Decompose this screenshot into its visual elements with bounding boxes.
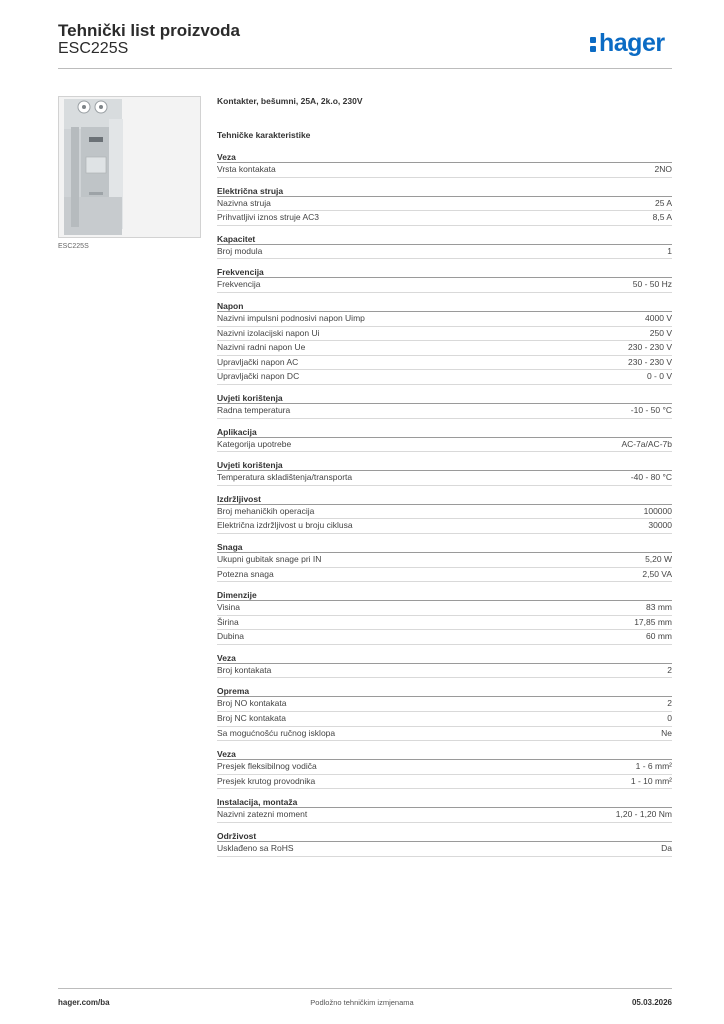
- spec-section: [217, 186, 672, 226]
- section-title: Aplikacija: [217, 427, 672, 438]
- footer-website[interactable]: hager.com/ba: [58, 998, 110, 1007]
- spec-label: Sa mogućnošću ručnog isklopa: [217, 727, 336, 738]
- spec-label: Upravljački napon DC: [217, 371, 300, 382]
- spec-section: [217, 797, 672, 823]
- spec-section: [217, 749, 672, 789]
- spec-label: Upravljački napon AC: [217, 356, 299, 367]
- spec-row: [217, 553, 672, 568]
- section-title: Snaga: [217, 542, 672, 553]
- spec-label: Visina: [217, 602, 240, 613]
- image-caption: ESC225S: [58, 243, 89, 250]
- spec-row: [217, 842, 672, 857]
- spec-value: 1,20 - 1,20 Nm: [615, 809, 672, 820]
- section-title: Uvjeti korištenja: [217, 460, 672, 471]
- spec-row: [217, 356, 672, 371]
- spec-row: [217, 568, 672, 583]
- spec-value: 5,20 W: [645, 553, 672, 564]
- spec-value: 2,50 VA: [642, 568, 672, 579]
- spec-value: Ne: [661, 727, 672, 738]
- spec-section: [217, 494, 672, 534]
- spec-row: [217, 775, 672, 790]
- spec-row: [217, 327, 672, 342]
- spec-label: Nazivni zatezni moment: [217, 809, 308, 820]
- spec-section: [217, 590, 672, 645]
- spec-label: Broj NO kontakata: [217, 698, 287, 709]
- spec-section: [217, 831, 672, 857]
- spec-row: [217, 697, 672, 712]
- spec-label: Nazivna struja: [217, 197, 271, 208]
- spec-label: Kategorija upotrebe: [217, 438, 292, 449]
- spec-row: [217, 616, 672, 631]
- footer-date: 05.03.2026: [631, 998, 672, 1007]
- spec-section: [217, 393, 672, 419]
- spec-row: [217, 505, 672, 520]
- spec-value: AC-7a/AC-7b: [621, 438, 672, 449]
- contactor-illustration: [59, 97, 200, 237]
- spec-row: [217, 278, 672, 293]
- section-title: Električna struja: [217, 186, 672, 197]
- section-title: Dimenzije: [217, 590, 672, 601]
- section-title: Instalacija, montaža: [217, 797, 672, 808]
- spec-value: 0: [667, 713, 672, 724]
- section-title: Napon: [217, 301, 672, 312]
- spec-label: Potezna snaga: [217, 568, 274, 579]
- spec-section: [217, 542, 672, 582]
- spec-label: Presjek fleksibilnog vodiča: [217, 761, 317, 772]
- spec-value: 50 - 50 Hz: [632, 279, 672, 290]
- spec-section: [217, 267, 672, 293]
- spec-row: [217, 211, 672, 226]
- spec-row: [217, 664, 672, 679]
- spec-label: Presjek krutog provodnika: [217, 775, 316, 786]
- spec-value: Da: [661, 843, 672, 854]
- logo-dots-icon: [590, 32, 597, 54]
- footer-divider: [58, 988, 672, 989]
- spec-section: [217, 427, 672, 453]
- section-title: Izdržljivost: [217, 494, 672, 505]
- section-title: Uvjeti korištenja: [217, 393, 672, 404]
- spec-row: [217, 438, 672, 453]
- product-code: ESC225S: [58, 40, 129, 57]
- section-title: Kapacitet: [217, 234, 672, 245]
- spec-value: 230 - 230 V: [628, 356, 672, 367]
- spec-section: [217, 234, 672, 260]
- spec-value: 83 mm: [646, 602, 672, 613]
- spec-row: [217, 630, 672, 645]
- spec-value: 1: [667, 245, 672, 256]
- spec-value: 100000: [643, 505, 672, 516]
- spec-value: 60 mm: [646, 631, 672, 642]
- spec-row: [217, 197, 672, 212]
- spec-label: Usklađeno sa RoHS: [217, 843, 294, 854]
- spec-row: [217, 341, 672, 356]
- section-title: Oprema: [217, 686, 672, 697]
- spec-label: Širina: [217, 616, 239, 627]
- spec-value: 250 V: [649, 327, 672, 338]
- spec-label: Električna izdržljivost u broju ciklusa: [217, 520, 353, 531]
- spec-value: 4000 V: [645, 312, 672, 323]
- spec-value: -40 - 80 °C: [630, 472, 672, 483]
- spec-value: -10 - 50 °C: [630, 404, 672, 415]
- spec-value: 2: [667, 664, 672, 675]
- spec-section: [217, 301, 672, 385]
- spec-section: [217, 460, 672, 486]
- section-title: Frekvencija: [217, 267, 672, 278]
- product-image: [58, 96, 201, 238]
- spec-label: Broj mehaničkih operacija: [217, 505, 315, 516]
- spec-label: Broj modula: [217, 245, 263, 256]
- spec-row: [217, 519, 672, 534]
- spec-value: 230 - 230 V: [628, 342, 672, 353]
- spec-row: [217, 808, 672, 823]
- spec-label: Frekvencija: [217, 279, 261, 290]
- spec-value: 30000: [648, 520, 672, 531]
- logo-text: hager: [599, 28, 665, 57]
- spec-label: Temperatura skladištenja/transporta: [217, 472, 353, 483]
- spec-value: 17,85 mm: [634, 616, 672, 627]
- spec-row: [217, 760, 672, 775]
- spec-label: Prihvatljivi iznos struje AC3: [217, 212, 320, 223]
- spec-label: Nazivni izolacijski napon Ui: [217, 327, 320, 338]
- tech-heading: Tehničke karakteristike: [217, 130, 311, 140]
- spec-row: [217, 601, 672, 616]
- spec-value: 25 A: [654, 197, 672, 208]
- spec-label: Broj kontakata: [217, 664, 272, 675]
- section-title: Veza: [217, 152, 672, 163]
- spec-label: Ukupni gubitak snage pri IN: [217, 553, 322, 564]
- spec-value: 0 - 0 V: [646, 371, 672, 382]
- spec-label: Vrsta kontakata: [217, 164, 276, 174]
- spec-row: [217, 727, 672, 742]
- spec-row: [217, 163, 672, 178]
- spec-section: [217, 653, 672, 679]
- spec-label: Radna temperatura: [217, 404, 291, 415]
- document-title: Tehnički list proizvoda: [58, 21, 240, 40]
- spec-row: [217, 245, 672, 260]
- spec-value: 2NO: [654, 164, 672, 174]
- section-title: Veza: [217, 653, 672, 664]
- spec-value: 1 - 6 mm²: [635, 761, 672, 772]
- product-description: Kontakter, bešumni, 25A, 2k.o, 230V: [217, 96, 363, 106]
- spec-value: 8,5 A: [652, 212, 672, 223]
- specs-table: [217, 152, 672, 865]
- spec-row: [217, 312, 672, 327]
- spec-value: 1 - 10 mm²: [630, 775, 672, 786]
- spec-label: Nazivni impulsni podnosivi napon Uimp: [217, 312, 365, 323]
- hager-logo: [590, 28, 665, 58]
- spec-row: [217, 471, 672, 486]
- spec-row: [217, 404, 672, 419]
- spec-row: [217, 370, 672, 385]
- section-title: Održivost: [217, 831, 672, 842]
- spec-row: [217, 712, 672, 727]
- spec-label: Broj NC kontakata: [217, 713, 286, 724]
- spec-section: [217, 686, 672, 741]
- section-title: Veza: [217, 749, 672, 760]
- spec-label: Dubina: [217, 631, 244, 642]
- spec-value: 2: [667, 698, 672, 709]
- header-divider: [58, 68, 672, 69]
- footer-note: Podložno tehničkim izmjenama: [310, 998, 414, 1007]
- spec-section: [217, 152, 672, 178]
- spec-label: Nazivni radni napon Ue: [217, 342, 306, 353]
